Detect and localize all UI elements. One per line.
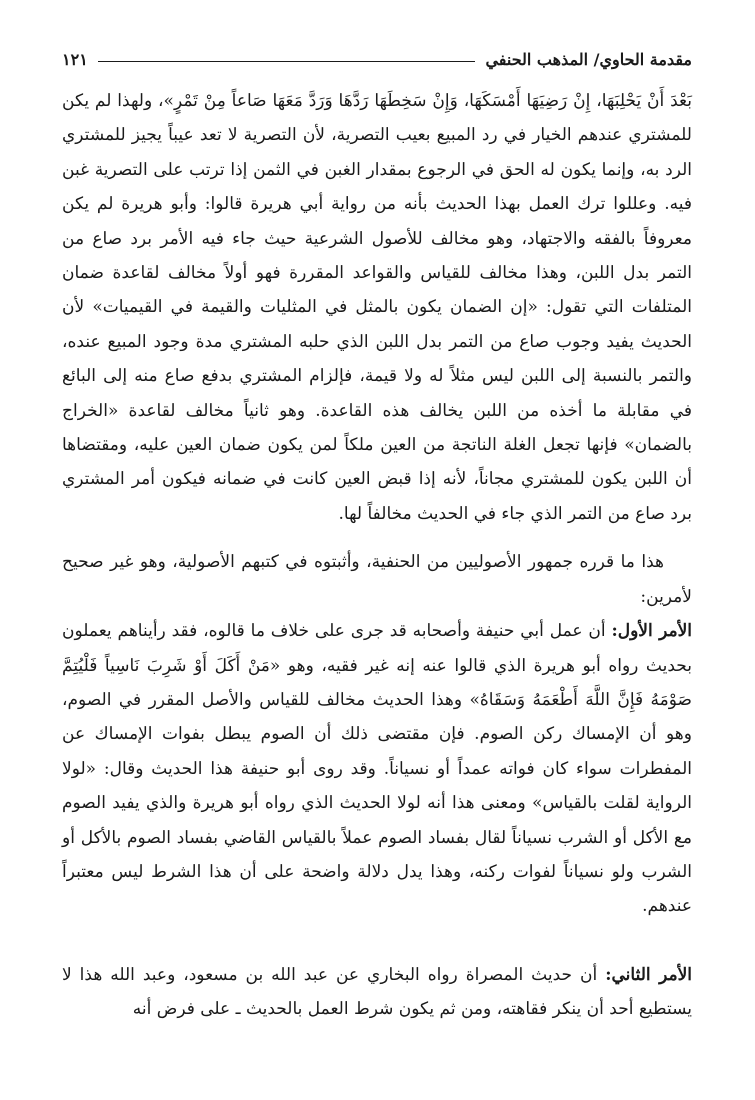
book-page (62, 42, 692, 1082)
page-number: ١٢١ (62, 49, 88, 69)
second-matter-text: أن حديث المصراة رواه البخاري عن عبد الله بن مسعود، وعبد الله هذا لا يستطيع أحد أن ينكر فقاهته، ومن ثم يكون شرط العمل بالحديث ـ على فرض أنه (62, 964, 692, 1020)
paragraph-gap (62, 924, 692, 958)
header-rule (98, 61, 476, 62)
paragraph-1: بَعْدَ أَنْ يَحْلِبَهَا، إِنْ رَضِيَهَا أَمْسَكَهَا، وَإِنْ سَخِطَهَا رَدَّهَا وَرَدَّ مَعَهَا صَاعاً مِنْ تَمْرٍ»، ولهذا لم يكن للمشتري عندهم الخيار في رد المبيع بعيب التصرية، لأن التصرية لا تعد عيباً يجيز للمشتري الرد به، وإنما يكون له الحق في الرجوع بمقدار الغبن في الثمن إذا ترتب على التصرية غبن فيه. وعللوا ترك العمل بهذا الحديث بأنه من رواية أبي هريرة قالوا: وأبو هريرة لم يكن معروفاً بالفقه والاجتهاد، وهو مخالف للأصول الشرعية حيث جاء فيه الأمر برد صاع من التمر بدل اللبن، وهذا مخالف للقياس والقواعد المقررة فهو أولاً مخالف لقاعدة ضمان المتلفات التي تقول: «إن الضمان يكون بالمثل في المثليات والقيمة في القيميات» لأن الحديث يفيد وجوب صاع من التمر بدل اللبن الذي حلبه المشتري مدة وجود المبيع عنده، والتمر بالنسبة إلى اللبن ليس مثلاً له ولا قيمة، فإلزام المشتري بدفع صاع منه إلى البائع في مقابلة ما أخذه من اللبن يخالف هذه القاعدة. وهو ثانياً مخالف لقاعدة «الخراج بالضمان» فإنها تجعل الغلة الناتجة من العين ملكاً لمن يكون ضمان العين عليه، ومقتضاها أن اللبن يكون للمشتري مجاناً، لأنه إذا قبض العين كانت في ضمانه فيكون أمر المشتري برد صاع من التمر الذي جاء في الحديث مخالفاً لها. (62, 91, 692, 524)
paragraph-gap (62, 531, 692, 545)
first-matter-heading: الأمر الأول: (611, 621, 692, 642)
first-matter-text: أن عمل أبي حنيفة وأصحابه قد جرى على خلاف ما قالوه، فقد رأيناهم يعملون بحديث رواه أبو هريرة الذي قالوا عنه إنه غير فقيه، وهو «مَنْ أَكَلَ أَوْ شَرِبَ نَاسِياً فَلْيُتِمَّ صَوْمَهُ فَإِنَّ اللَّهَ أَطْعَمَهُ وَسَقَاهُ» وهذا الحديث مخالف للقياس والأصل المقرر في الصوم، وهو أن الإمساك ركن الصوم. فإن مقتضى ذلك أن الصوم يبطل بفوات الإمساك عن المفطرات سواء كان فواته عمداً أو نسياناً. وقد روى أبو حنيفة هذا الحديث وقال: «لولا الرواية لقلت بالقياس» ومعنى هذا أنه لولا الحديث الذي رواه أبو هريرة والذي يفيد الصوم مع الأكل أو الشرب نسياناً لقال بفساد الصوم عملاً بالقياس القاضي بفساد الصوم بالأكل أو الشرب ولو نسياناً لفوات ركنه، وهذا يدل دلالة واضحة على أن هذا الشرط ليس معتبراً عندهم. (62, 621, 692, 917)
paragraph-first-matter (62, 614, 692, 924)
body-text (62, 84, 692, 1027)
header-title: مقدمة الحاوي/ المذهب الحنفي (485, 49, 692, 69)
paragraph-2: هذا ما قرره جمهور الأصوليين من الحنفية، وأثبتوه في كتبهم الأصولية، وهو غير صحيح لأمرين: (62, 552, 692, 607)
paragraph-second-matter (62, 958, 692, 1027)
running-header (62, 42, 692, 76)
second-matter-heading: الأمر الثاني: (605, 964, 692, 985)
